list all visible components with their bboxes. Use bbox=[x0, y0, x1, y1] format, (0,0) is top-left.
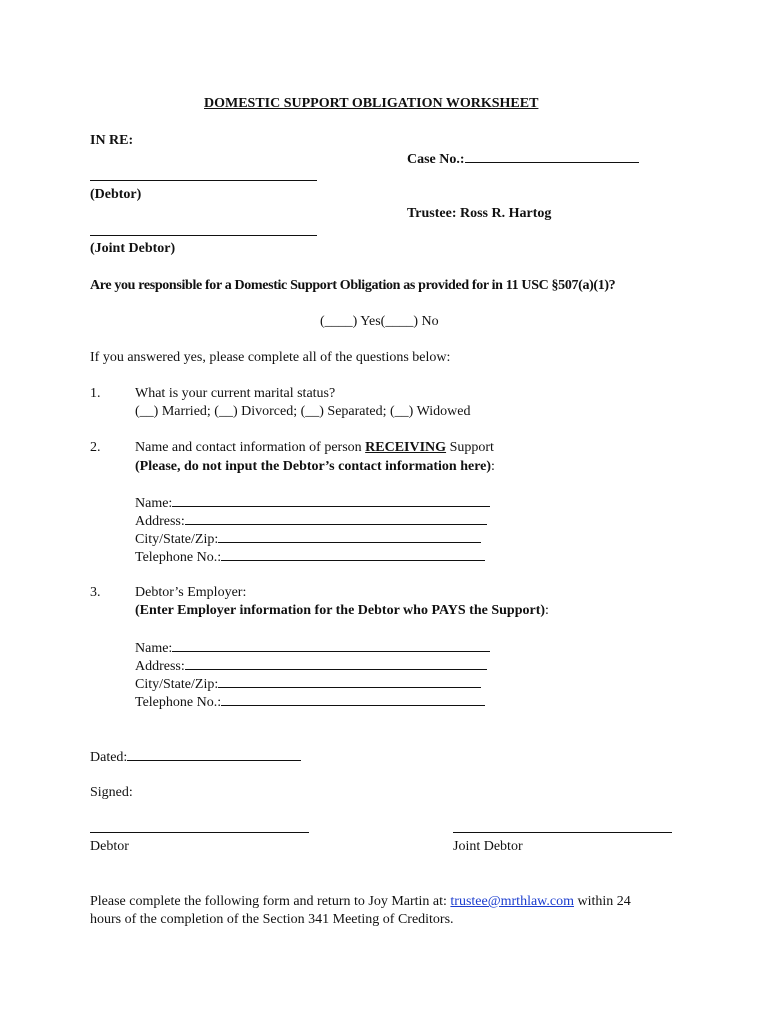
dated-label: Dated: bbox=[90, 750, 128, 765]
q3-name-field bbox=[135, 639, 490, 657]
q3-address-field bbox=[135, 657, 487, 675]
joint-debtor-name-blank[interactable] bbox=[90, 235, 317, 236]
q2-city-field bbox=[135, 530, 481, 548]
q1-text: What is your current marital status? bbox=[135, 386, 336, 401]
q2-address-label: Address: bbox=[135, 514, 185, 529]
dated-blank[interactable] bbox=[127, 748, 301, 761]
q2-text-pre: Name and contact information of person bbox=[135, 440, 366, 455]
q3-address-label: Address: bbox=[135, 659, 185, 674]
debtor-label: (Debtor) bbox=[90, 187, 142, 202]
q3-address-blank[interactable] bbox=[185, 657, 487, 670]
q2-phone-field bbox=[135, 548, 485, 566]
q2-address-blank[interactable] bbox=[185, 512, 487, 525]
q3-city-field bbox=[135, 675, 481, 693]
trustee-name: Trustee: Ross R. Hartog bbox=[407, 206, 552, 221]
yes-no-choice[interactable]: (____) Yes(____) No bbox=[320, 314, 439, 329]
in-re-label: IN RE: bbox=[90, 133, 134, 148]
q1-options[interactable]: (__) Married; (__) Divorced; (__) Separated; (__) Widowed bbox=[135, 404, 471, 419]
joint-debtor-signature-label: Joint Debtor bbox=[453, 839, 523, 854]
q2-name-label: Name: bbox=[135, 496, 173, 511]
footer-text-pre: Please complete the following form and return to Joy Martin at: bbox=[90, 894, 451, 909]
case-no-field bbox=[407, 150, 639, 168]
q3-text: Debtor’s Employer: bbox=[135, 585, 247, 600]
q2-text-emph: RECEIVING bbox=[365, 440, 447, 455]
case-no-label: Case No.: bbox=[407, 152, 465, 167]
footer-line-1 bbox=[90, 893, 631, 910]
joint-debtor-label: (Joint Debtor) bbox=[90, 241, 176, 256]
page-title: DOMESTIC SUPPORT OBLIGATION WORKSHEET bbox=[204, 96, 539, 111]
q2-note-text: (Please, do not input the Debtor’s contact information here) bbox=[135, 459, 492, 474]
debtor-name-blank[interactable] bbox=[90, 180, 317, 181]
debtor-signature-line[interactable] bbox=[90, 832, 309, 833]
q3-note-colon: : bbox=[545, 603, 549, 618]
q3-note-text: (Enter Employer information for the Debtor who PAYS the Support) bbox=[135, 603, 546, 618]
q3-phone-blank[interactable] bbox=[221, 693, 485, 706]
dated-field bbox=[90, 748, 301, 766]
q2-number: 2. bbox=[90, 440, 101, 455]
q1-number: 1. bbox=[90, 386, 101, 401]
case-no-blank[interactable] bbox=[465, 150, 639, 163]
q3-name-blank[interactable] bbox=[172, 639, 490, 652]
instruction-text: If you answered yes, please complete all of the questions below: bbox=[90, 350, 451, 365]
q3-phone-label: Telephone No.: bbox=[135, 695, 222, 710]
dso-question: Are you responsible for a Domestic Support Obligation as provided for in 11 USC §507(a)(1)? bbox=[90, 278, 616, 293]
q2-address-field bbox=[135, 512, 487, 530]
signed-label: Signed: bbox=[90, 785, 133, 800]
footer-text-post: within 24 bbox=[573, 894, 631, 909]
q2-name-field bbox=[135, 494, 490, 512]
q3-city-blank[interactable] bbox=[218, 675, 481, 688]
q3-name-label: Name: bbox=[135, 641, 173, 656]
q2-city-label: City/State/Zip: bbox=[135, 532, 219, 547]
joint-debtor-signature-line[interactable] bbox=[453, 832, 672, 833]
q3-phone-field bbox=[135, 693, 485, 711]
q2-note-colon: : bbox=[491, 459, 495, 474]
q2-phone-blank[interactable] bbox=[221, 548, 485, 561]
q2-phone-label: Telephone No.: bbox=[135, 550, 222, 565]
q2-name-blank[interactable] bbox=[172, 494, 490, 507]
trustee-email-link[interactable]: trustee@mrthlaw.com bbox=[450, 894, 574, 909]
q3-city-label: City/State/Zip: bbox=[135, 677, 219, 692]
debtor-signature-label: Debtor bbox=[90, 839, 129, 854]
q2-city-blank[interactable] bbox=[218, 530, 481, 543]
q2-text-post: Support bbox=[446, 440, 494, 455]
footer-line-2: hours of the completion of the Section 341 Meeting of Creditors. bbox=[90, 912, 454, 927]
q2-text bbox=[135, 439, 494, 456]
q3-note bbox=[135, 602, 549, 619]
q3-number: 3. bbox=[90, 585, 101, 600]
q2-note bbox=[135, 458, 495, 475]
